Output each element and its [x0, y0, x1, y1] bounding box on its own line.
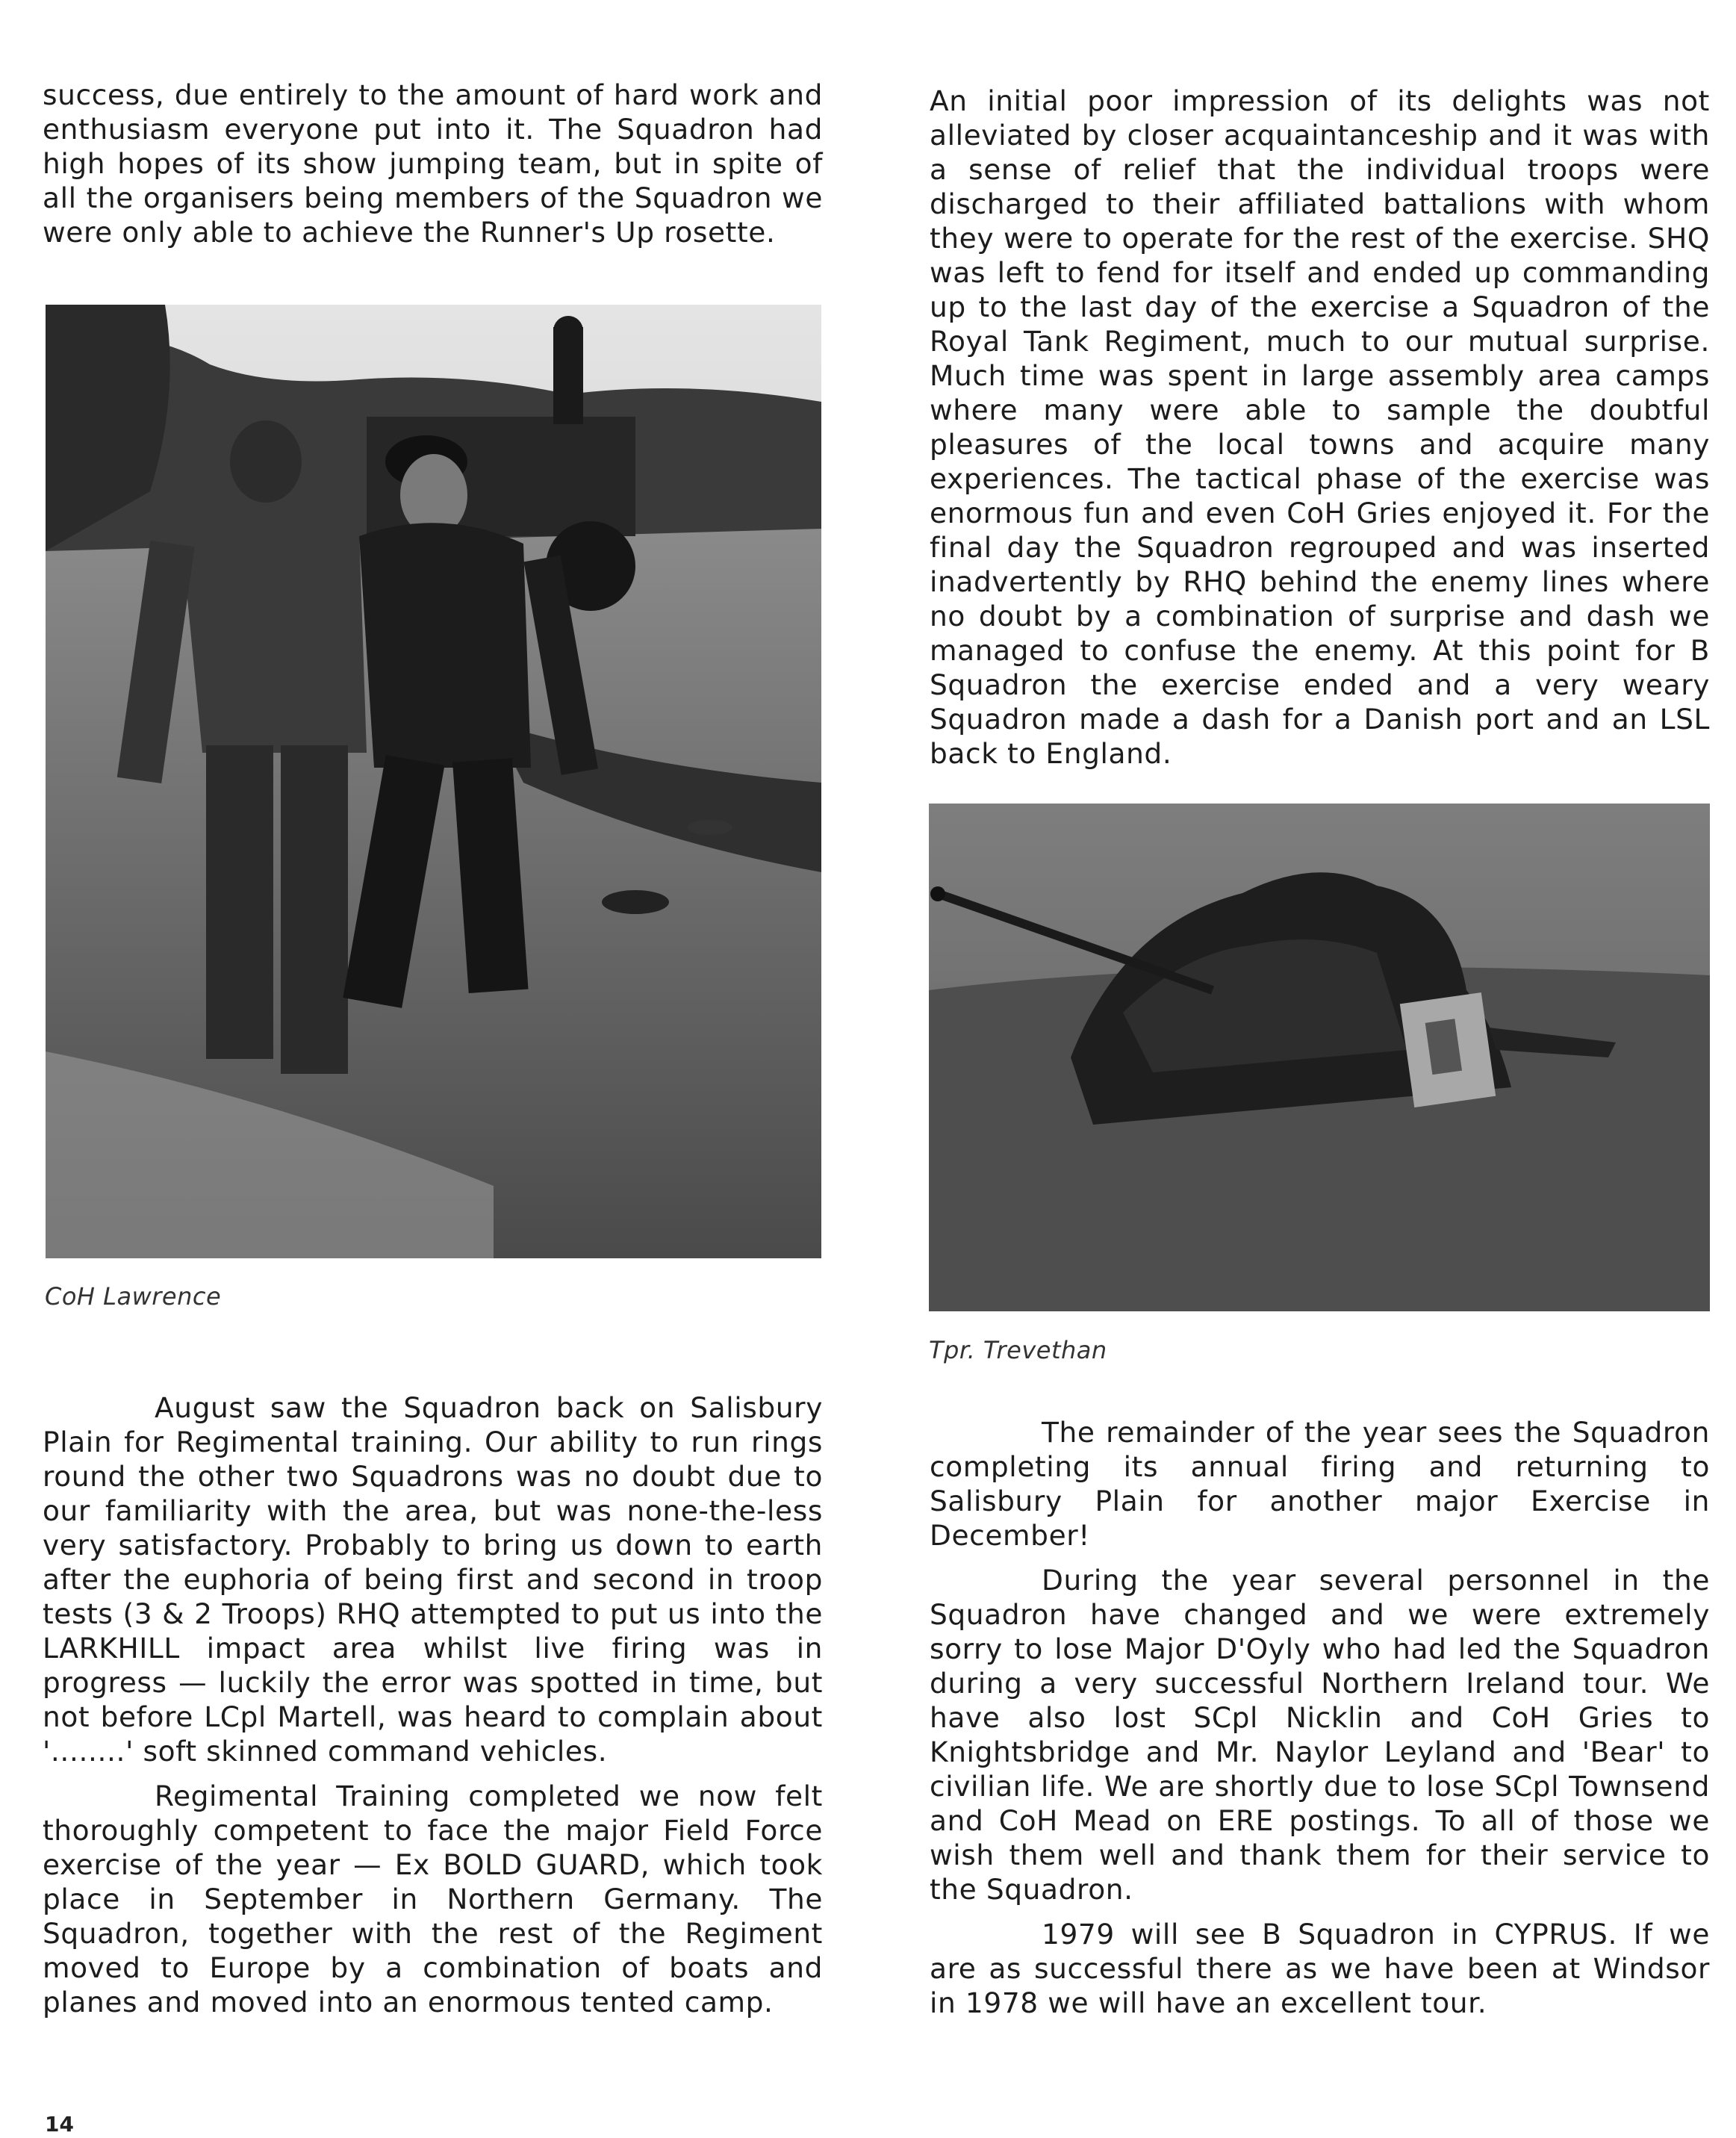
- caption-left-photo: CoH Lawrence: [45, 1282, 222, 1311]
- photo-coh-lawrence: [46, 305, 821, 1258]
- right-paragraph-3: During the year several personnel in the Squadron have changed and we were extremely sorry to lose Major D'Oyly who had led the Squadron during a very successful Northern Ireland tour. We have also lost SCpl Nicklin and CoH Gries to Knightsbridge and Mr. Naylor Leyland and 'Bear' to civilian life. We are shortly due to lose SCpl Townsend and CoH Mead on ERE postings. To all of those we wish them well and thank them for their service to the Squadron.: [930, 1564, 1710, 1906]
- right-column-bottom: [930, 1415, 1710, 2020]
- left-paragraph-1: success, due entirely to the amount of hard work and enthusiasm everyone put into it. The Squadron had high hopes of its show jumping team, but in spite of all the organisers being members of the Squadron we were only able to achieve the Runner's Up rosette.: [43, 78, 823, 249]
- caption-right-photo: Tpr. Trevethan: [929, 1336, 1107, 1364]
- left-column-top: [43, 78, 823, 249]
- photo-soldiers-walking: [46, 305, 821, 1258]
- left-paragraph-2: August saw the Squadron back on Salisbury Plain for Regimental training. Our ability to run rings round the other two Squadrons was no doubt due to our familiarity with the area, but was none-the-less very satisfactory. Probably to bring us down to earth after the euphoria of being first and second in troop tests (3 & 2 Troops) RHQ attempted to put us into the LARKHILL impact area whilst live firing was in progress — luckily the error was spotted in time, but not before LCpl Martell, was heard to complain about '........' soft skinned command vehicles.: [43, 1391, 823, 1768]
- page-number: 14: [45, 2112, 74, 2137]
- left-paragraph-3: Regimental Training completed we now felt thoroughly competent to face the major Field Force exercise of the year — Ex BOLD GUARD, which took place in September in Northern Germany. The Squadron, together with the rest of the Regiment moved to Europe by a combination of boats and planes and moved into an enormous tented camp.: [43, 1780, 823, 2019]
- photo-camouflaged-vehicle: [929, 804, 1710, 1311]
- right-paragraph-4: 1979 will see B Squadron in CYPRUS. If we are as successful there as we have been at Windsor in 1978 we will have an excellent tour.: [930, 1918, 1710, 2019]
- right-column-top: [930, 84, 1710, 771]
- left-column-bottom: [43, 1390, 823, 2019]
- right-paragraph-1: An initial poor impression of its delights was not alleviated by closer acquaintanceship and it was with a sense of relief that the individual troops were discharged to their affiliated battalions with whom they were to operate for the rest of the exercise. SHQ was left to fend for itself and ended up commanding up to the last day of the exercise a Squadron of the Royal Tank Regiment, much to our mutual surprise. Much time was spent in large assembly area camps where many were able to sample the doubtful pleasures of the local towns and acquire many experiences. The tactical phase of the exercise was enormous fun and even CoH Gries enjoyed it. For the final day the Squadron regrouped and was inserted inadvertently by RHQ behind the enemy lines where no doubt by a combination of surprise and dash we managed to confuse the enemy. At this point for B Squadron the exercise ended and a very weary Squadron made a dash for a Danish port and an LSL back to England.: [930, 84, 1710, 770]
- right-paragraph-2: The remainder of the year sees the Squadron completing its annual firing and returning to Salisbury Plain for another major Exercise in December!: [930, 1416, 1710, 1552]
- photo-tpr-trevethan: [929, 804, 1710, 1311]
